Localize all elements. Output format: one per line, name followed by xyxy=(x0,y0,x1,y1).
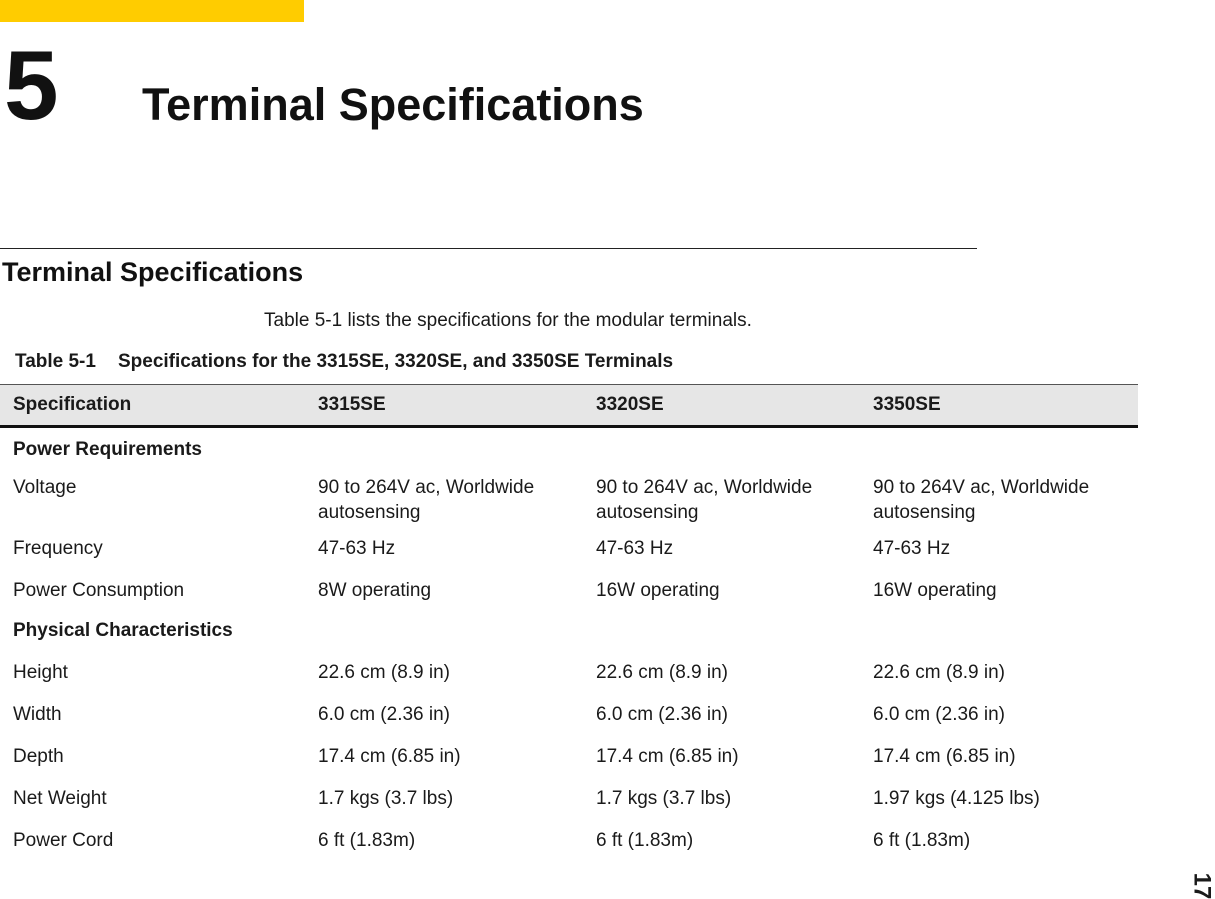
table-row xyxy=(0,691,1138,733)
table-caption xyxy=(15,351,673,374)
table-row xyxy=(0,525,1138,567)
chapter-title: Terminal Specifications xyxy=(142,79,644,130)
table-cell: 6 ft (1.83m) xyxy=(596,830,694,852)
table-cell: 1.7 kgs (3.7 lbs) xyxy=(318,788,454,810)
table-cell xyxy=(860,609,1138,649)
group-label: Power Requirements xyxy=(13,439,202,460)
chapter-number: 5 xyxy=(4,30,59,140)
specifications-table xyxy=(0,384,1138,859)
table-cell: 47-63 Hz xyxy=(873,538,951,560)
table-cell: 16W operating xyxy=(596,580,720,602)
row-label: Power Cord xyxy=(13,830,114,852)
table-cell xyxy=(583,609,860,649)
table-caption-number: Table 5-1 xyxy=(15,351,96,372)
table-cell: 17.4 cm (6.85 in) xyxy=(596,746,739,768)
header-3320se: 3320SE xyxy=(583,385,860,427)
table-row xyxy=(0,733,1138,775)
table-cell: 1.97 kgs (4.125 lbs) xyxy=(873,788,1040,810)
header-3350se: 3350SE xyxy=(860,385,1138,427)
table-cell xyxy=(583,427,860,469)
row-label: Power Consumption xyxy=(13,580,185,602)
section-heading: Terminal Specifications xyxy=(2,257,304,287)
row-label: Voltage xyxy=(13,477,77,498)
table-cell: 90 to 264V ac, Worldwide autosensing xyxy=(318,477,535,523)
row-label: Width xyxy=(13,704,62,726)
table-cell: 6 ft (1.83m) xyxy=(318,830,416,852)
intro-paragraph: Table 5-1 lists the specifications for the modular terminals. xyxy=(264,310,752,331)
row-label: Net Weight xyxy=(13,788,107,810)
page-number: 17 xyxy=(1188,872,1215,899)
table-row xyxy=(0,649,1138,691)
table-group-row xyxy=(0,427,1138,469)
table-cell: 17.4 cm (6.85 in) xyxy=(873,746,1016,768)
table-cell: 22.6 cm (8.9 in) xyxy=(318,662,450,684)
table-cell xyxy=(305,609,583,649)
table-row xyxy=(0,567,1138,609)
table-cell: 90 to 264V ac, Worldwide autosensing xyxy=(596,477,813,523)
table-row xyxy=(0,775,1138,817)
header-3315se: 3315SE xyxy=(305,385,583,427)
table-cell: 6 ft (1.83m) xyxy=(873,830,971,852)
table-cell xyxy=(305,427,583,469)
table-cell: 17.4 cm (6.85 in) xyxy=(318,746,461,768)
table-cell: 16W operating xyxy=(873,580,997,602)
table-cell: 6.0 cm (2.36 in) xyxy=(873,704,1005,726)
table-cell: 6.0 cm (2.36 in) xyxy=(596,704,728,726)
section-divider xyxy=(0,248,977,249)
row-label: Depth xyxy=(13,746,64,768)
table-cell: 47-63 Hz xyxy=(318,538,396,560)
row-label: Height xyxy=(13,662,68,684)
table-cell: 6.0 cm (2.36 in) xyxy=(318,704,450,726)
table-header-row xyxy=(0,385,1138,427)
group-label: Physical Characteristics xyxy=(13,620,233,642)
table-cell: 22.6 cm (8.9 in) xyxy=(596,662,728,684)
table-cell: 90 to 264V ac, Worldwide autosensing xyxy=(873,477,1090,523)
table-caption-title: Specifications for the 3315SE, 3320SE, and 3350SE Terminals xyxy=(117,351,674,372)
table-row xyxy=(0,817,1138,859)
table-cell: 47-63 Hz xyxy=(596,538,674,560)
chapter-accent-bar xyxy=(0,0,304,22)
table-group-row xyxy=(0,609,1138,649)
table-cell: 22.6 cm (8.9 in) xyxy=(873,662,1005,684)
table-cell: 1.7 kgs (3.7 lbs) xyxy=(596,788,732,810)
row-label: Frequency xyxy=(13,538,103,560)
header-specification: Specification xyxy=(0,385,305,427)
table-cell xyxy=(860,427,1138,469)
table-cell: 8W operating xyxy=(318,580,432,602)
table-row xyxy=(0,468,1138,525)
